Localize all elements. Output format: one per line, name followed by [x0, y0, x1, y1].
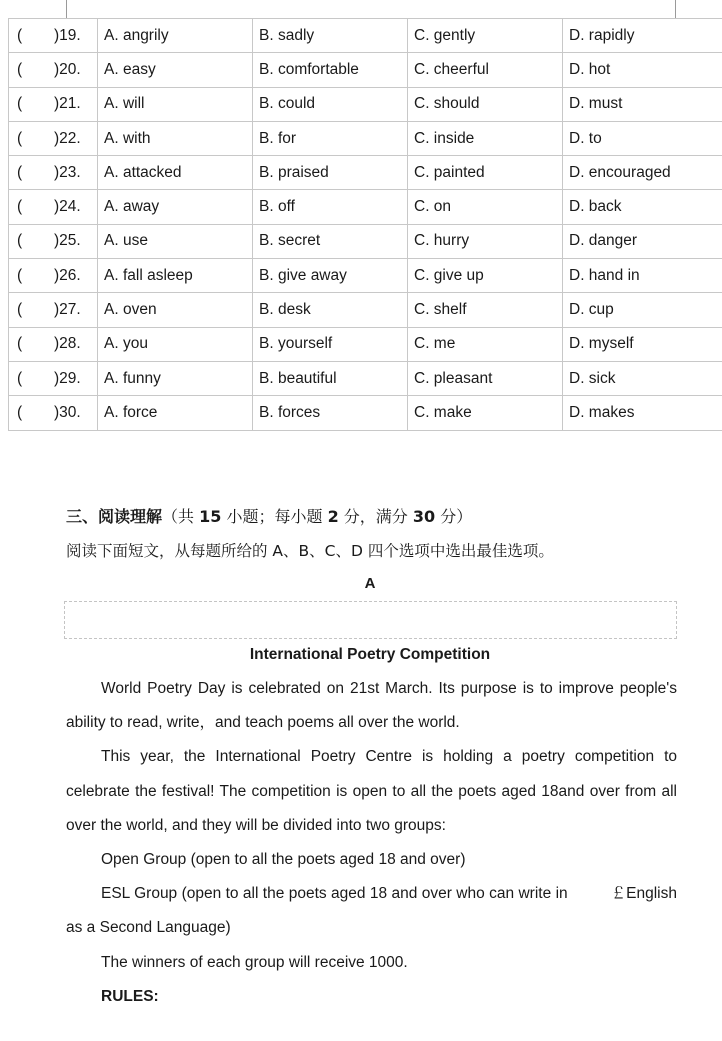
option-a: A. funny — [98, 361, 253, 395]
option-d: D. rapidly — [563, 19, 722, 53]
question-row — [9, 156, 722, 190]
page-corner-mark-left — [42, 0, 67, 19]
question-row — [9, 396, 722, 430]
option-d: D. must — [563, 87, 722, 121]
image-placeholder-box — [64, 601, 677, 639]
question-number-cell — [9, 87, 98, 121]
option-d: D. danger — [563, 224, 722, 258]
option-a: A. attacked — [98, 156, 253, 190]
answer-blank: ( — [17, 26, 23, 44]
option-a: A. oven — [98, 293, 253, 327]
option-b: B. yourself — [253, 327, 408, 361]
option-b: B. comfortable — [253, 53, 408, 87]
section-instruction: 阅读下面短文，从每题所给的 A、B、C、D 四个选项中选出最佳选项。 — [66, 542, 554, 560]
question-number-cell — [9, 361, 98, 395]
question-number: )26. — [54, 266, 81, 284]
paragraph-5: The winners of each group will receive 1000. — [101, 953, 408, 971]
question-row — [9, 87, 722, 121]
option-a: A. will — [98, 87, 253, 121]
option-b: B. sadly — [253, 19, 408, 53]
paragraph-4: ESL Group (open to all the poets aged 18 and over who can write in ￡English as a Second Language) — [66, 877, 677, 945]
option-c: C. painted — [408, 156, 563, 190]
option-a: A. angrily — [98, 19, 253, 53]
answer-blank: ( — [17, 95, 23, 113]
question-number-cell — [9, 327, 98, 361]
question-number: )29. — [54, 369, 81, 387]
option-d: D. myself — [563, 327, 722, 361]
answer-blank: ( — [17, 163, 23, 181]
answer-blank: ( — [17, 301, 23, 319]
option-c: C. should — [408, 87, 563, 121]
option-b: B. off — [253, 190, 408, 224]
answer-blank: ( — [17, 60, 23, 78]
question-number: )25. — [54, 232, 81, 250]
paragraph-1: World Poetry Day is celebrated on 21st March. Its purpose is to improve people's ability to read, write，and teach poems all over the world. — [66, 680, 677, 732]
options-table — [8, 18, 722, 431]
question-number-cell — [9, 293, 98, 327]
answer-blank: ( — [17, 369, 23, 387]
question-number-cell — [9, 224, 98, 258]
option-b: B. forces — [253, 396, 408, 430]
question-row — [9, 19, 722, 53]
option-b: B. praised — [253, 156, 408, 190]
answer-blank: ( — [17, 335, 23, 353]
page-corner-mark-right — [675, 0, 706, 19]
option-a: A. use — [98, 224, 253, 258]
option-c: C. me — [408, 327, 563, 361]
option-d: D. sick — [563, 361, 722, 395]
answer-blank: ( — [17, 232, 23, 250]
passage-title: International Poetry Competition — [249, 646, 491, 663]
option-d: D. back — [563, 190, 722, 224]
option-c: C. shelf — [408, 293, 563, 327]
section-title: 三、阅读理解（共 15 小题；每小题 2 分，满分 30 分） — [66, 507, 473, 526]
option-c: C. pleasant — [408, 361, 563, 395]
option-d: D. to — [563, 121, 722, 155]
option-d: D. encouraged — [563, 156, 722, 190]
question-number-cell — [9, 396, 98, 430]
question-row — [9, 361, 722, 395]
question-number: )19. — [54, 26, 81, 44]
answer-blank: ( — [17, 266, 23, 284]
answer-blank: ( — [17, 198, 23, 216]
option-c: C. gently — [408, 19, 563, 53]
question-row — [9, 190, 722, 224]
question-number: )20. — [54, 60, 81, 78]
pound-symbol: ￡ — [610, 885, 627, 903]
question-row — [9, 293, 722, 327]
question-number: )21. — [54, 95, 81, 113]
question-row — [9, 259, 722, 293]
question-row — [9, 327, 722, 361]
rules-heading: RULES: — [101, 987, 159, 1005]
question-number: )22. — [54, 129, 81, 147]
question-number-cell — [9, 53, 98, 87]
option-a: A. fall asleep — [98, 259, 253, 293]
option-c: C. hurry — [408, 224, 563, 258]
option-b: B. could — [253, 87, 408, 121]
paragraph-3: Open Group (open to all the poets aged 18 and over) — [101, 851, 466, 869]
question-number-cell — [9, 121, 98, 155]
answer-blank: ( — [17, 403, 23, 421]
question-row — [9, 121, 722, 155]
option-b: B. beautiful — [253, 361, 408, 395]
option-d: D. cup — [563, 293, 722, 327]
question-number: )30. — [54, 403, 81, 421]
option-b: B. give away — [253, 259, 408, 293]
option-d: D. makes — [563, 396, 722, 430]
passage-letter: A — [364, 575, 376, 592]
question-number-cell — [9, 19, 98, 53]
question-row — [9, 224, 722, 258]
option-b: B. for — [253, 121, 408, 155]
option-a: A. away — [98, 190, 253, 224]
question-number-cell — [9, 190, 98, 224]
option-c: C. inside — [408, 121, 563, 155]
question-number: )28. — [54, 335, 81, 353]
passage-body — [66, 672, 677, 1014]
option-d: D. hot — [563, 53, 722, 87]
option-a: A. force — [98, 396, 253, 430]
answer-blank: ( — [17, 129, 23, 147]
option-c: C. give up — [408, 259, 563, 293]
question-number-cell — [9, 156, 98, 190]
question-row — [9, 53, 722, 87]
option-a: A. easy — [98, 53, 253, 87]
question-number: )24. — [54, 198, 81, 216]
question-number: )23. — [54, 163, 81, 181]
option-c: C. make — [408, 396, 563, 430]
option-c: C. cheerful — [408, 53, 563, 87]
option-b: B. desk — [253, 293, 408, 327]
option-d: D. hand in — [563, 259, 722, 293]
option-a: A. with — [98, 121, 253, 155]
paragraph-2: This year, the International Poetry Centre is holding a poetry competition to celebrate the festival! The competition is open to all the poets aged 18and over from all over the world, and they will be divided into two groups: — [66, 748, 677, 834]
option-c: C. on — [408, 190, 563, 224]
question-number: )27. — [54, 301, 81, 319]
question-number-cell — [9, 259, 98, 293]
option-b: B. secret — [253, 224, 408, 258]
option-a: A. you — [98, 327, 253, 361]
